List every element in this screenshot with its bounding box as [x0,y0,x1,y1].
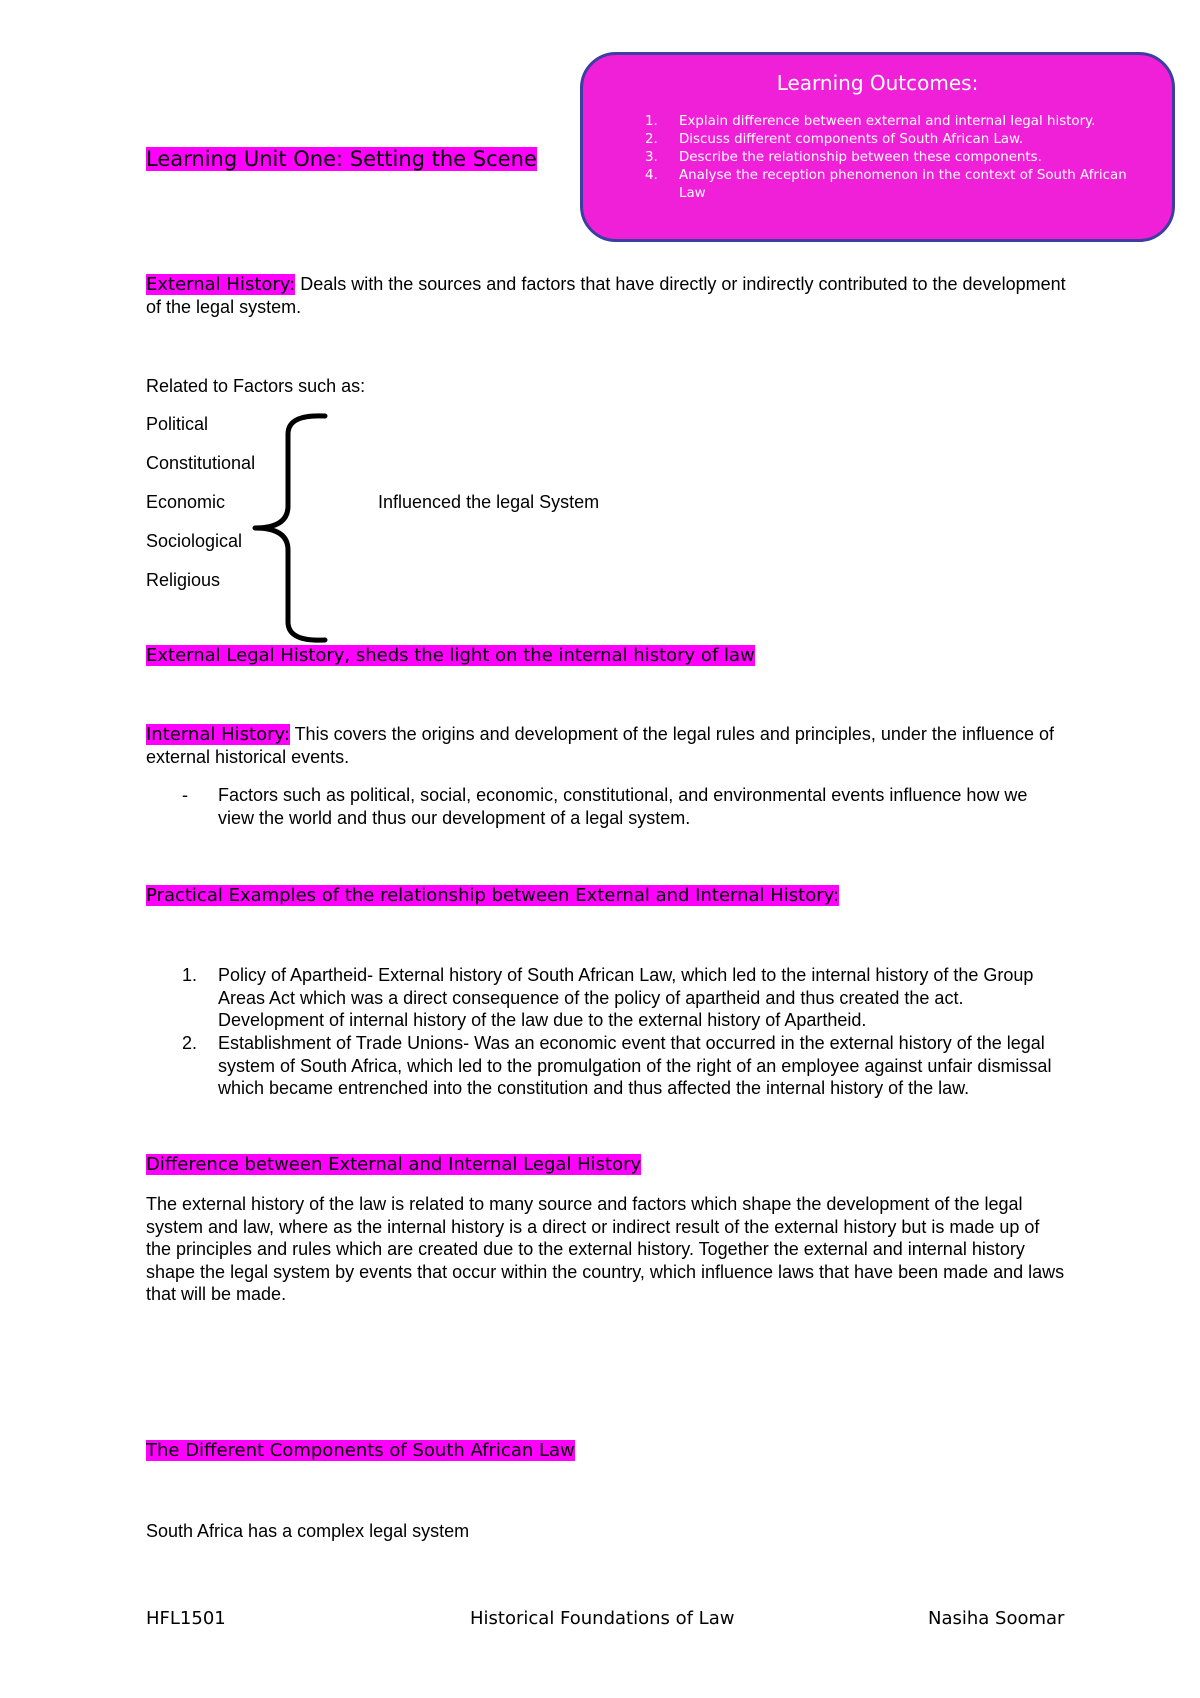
external-history-paragraph [146,273,1066,319]
factor-political: Political [146,414,209,434]
footer-course-code: HFL1501 [146,1608,226,1629]
external-history-label: External History: [146,274,296,295]
footer-author: Nasiha Soomar [928,1608,1065,1629]
internal-history-label: Internal History: [146,724,290,745]
curly-brace-icon [250,410,330,646]
difference-paragraph: The external history of the law is related to many source and factors which shape the development of the legal system and law, where as the internal history is a direct or indirect result of the external history but is made up of the principles and rules which are created due to the external history. Together the external and internal history shape the legal system by events that occur within the country, which influence laws that have been made and laws that will be made. [146,1194,1065,1305]
learning-outcomes-box [580,52,1175,242]
practical-example-text: Establishment of Trade Unions- Was an economic event that occurred in the external history of the legal system of South Africa, which led to the promulgation of the right of an employee against unfair dismissal which became entrenched into the constitution and thus affected the internal history of the law. [218,1033,1052,1098]
factors-intro: Related to Factors such as: [146,376,366,396]
learning-outcome-text: Explain difference between external and internal legal history. [679,114,1096,129]
practical-examples-heading-text: Practical Examples of the relationship between External and Internal History: [146,885,840,906]
learning-outcome-number: 4. [645,168,658,183]
factor-religious: Religious [146,570,221,590]
external-history-text: Deals with the sources and factors that have directly or indirectly contributed to the development of the legal system. [146,274,1066,317]
components-paragraph: South Africa has a complex legal system [146,1521,470,1541]
factor-economic: Economic [146,492,226,512]
components-heading [146,1440,575,1462]
learning-outcomes-heading: Learning Outcomes: [776,71,979,95]
factor-constitutional: Constitutional [146,453,256,473]
learning-outcome-text: Describe the relationship between these components. [679,150,1042,165]
learning-outcome-item [645,167,1155,203]
learning-outcome-number: 2. [645,132,658,147]
internal-history-paragraph [146,723,1066,769]
learning-outcome-text: Discuss different components of South African Law. [679,132,1024,147]
learning-outcome-number: 3. [645,150,658,165]
internal-history-text: This covers the origins and development of the legal rules and principles, under the influence of external historical events. [146,724,1055,767]
learning-outcome-text: Analyse the reception phenomenon in the context of South African Law [679,168,1127,201]
list-number: 2. [182,1033,198,1053]
practical-example-item [182,1032,1068,1100]
list-number: 1. [182,965,198,985]
practical-example-item [182,964,1068,1032]
difference-heading [146,1154,641,1176]
learning-outcomes-list [645,113,1155,203]
influence-label: Influenced the legal System [378,492,600,512]
bullet-marker: - [182,785,188,805]
difference-heading-text: Difference between External and Internal Legal History [146,1154,642,1175]
learning-outcome-item [645,113,1155,131]
footer-course-title: Historical Foundations of Law [470,1608,735,1629]
factor-sociological: Sociological [146,531,243,551]
practical-examples-heading [146,885,839,907]
page-title-text: Learning Unit One: Setting the Scene [146,147,537,171]
components-heading-text: The Different Components of South African Law [146,1440,575,1461]
page-title [146,146,537,172]
learning-outcome-item [645,149,1155,167]
external-legal-history-heading [146,645,755,667]
internal-history-bullet [182,784,1062,830]
learning-outcome-number: 1. [645,114,658,129]
practical-example-text: Policy of Apartheid- External history of South African Law, which led to the internal history of the Group Areas Act which was a direct consequence of the policy of apartheid and thus created the act. Development of internal history of the law due to the external history of Apartheid. [218,965,1034,1030]
bullet-text: Factors such as political, social, economic, constitutional, and environmental events influence how we view the world and thus our development of a legal system. [218,785,1028,828]
external-legal-history-heading-text: External Legal History, sheds the light on the internal history of law [146,645,755,666]
learning-outcome-item [645,131,1155,149]
